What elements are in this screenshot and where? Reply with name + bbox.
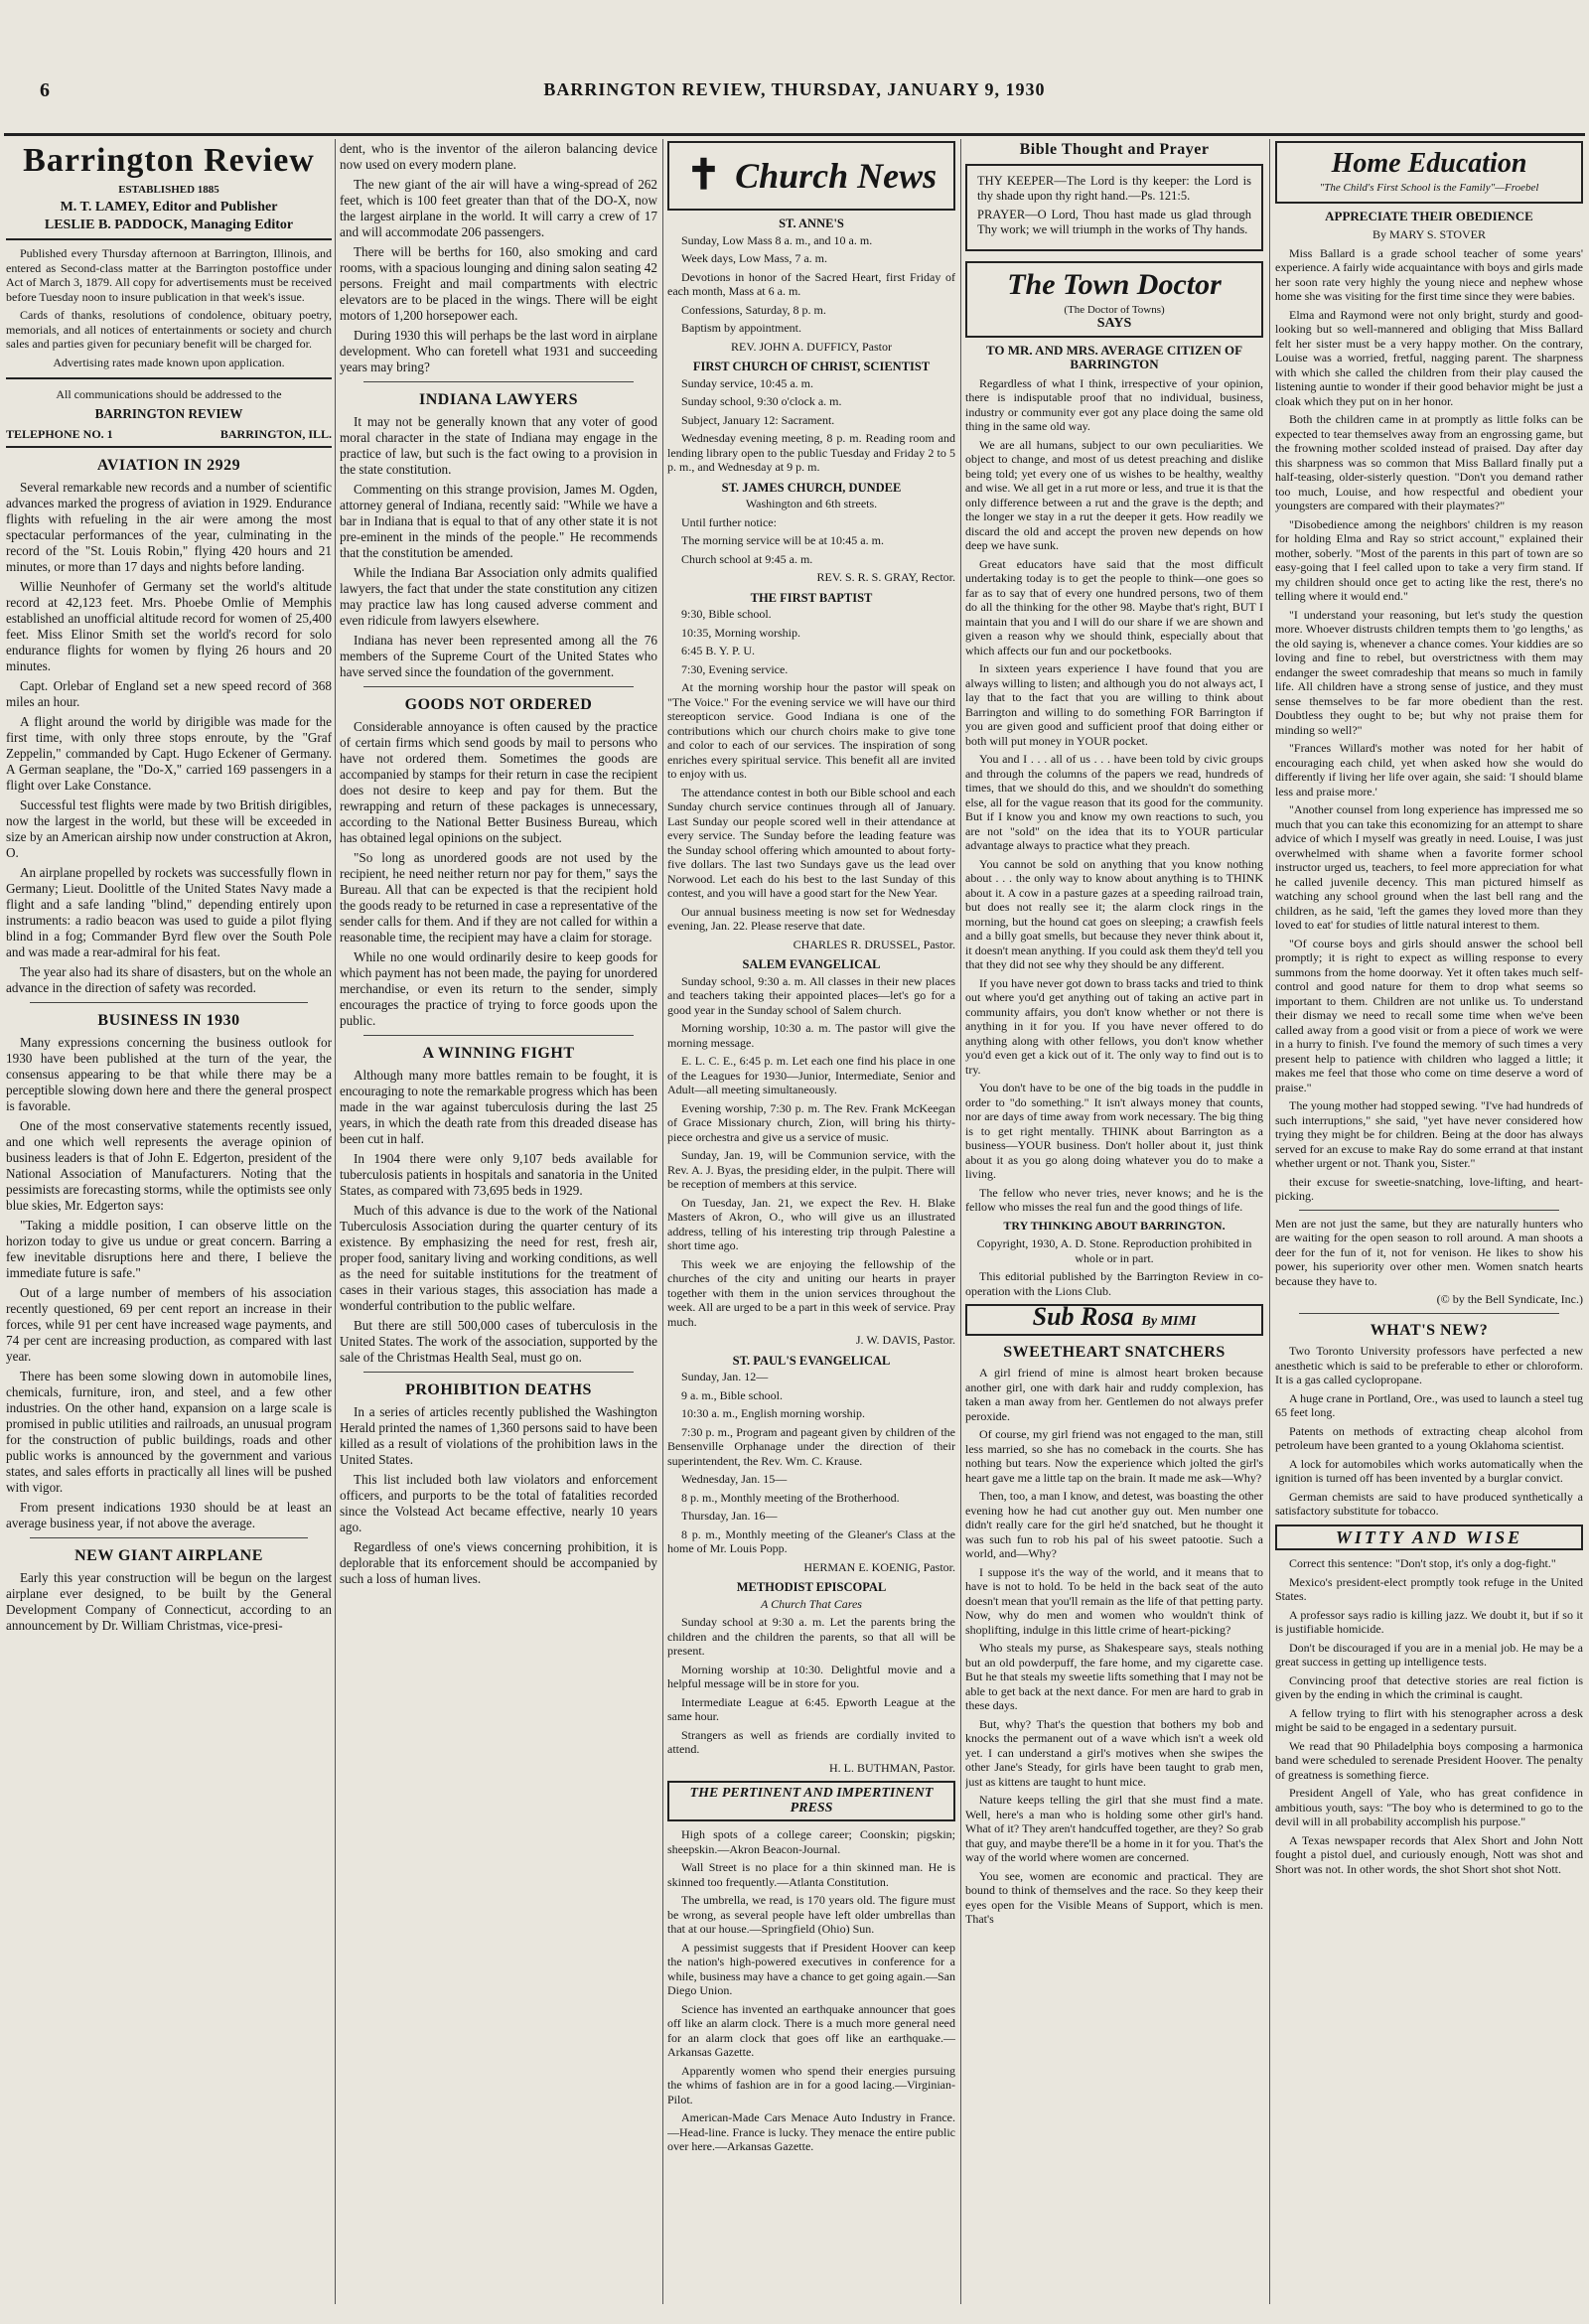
paragraph: The young mother had stopped sewing. "I've had hundreds of such interruptions," she said, "yet have never considered how trying they might be for children. Being at the door has always served for an excuse to make Ray do some errand at that instant whether urgent or not. Thank you, Sister." <box>1275 1098 1583 1170</box>
church-line: The attendance contest in both our Bible school and each Sunday church service continues through all of January. Last Sunday our people scored well in their attendance at every service. The Sunday before the leading feature was the Sunday school offering which amounted to about forty-five dollars. The last two Sundays gave us the lead over Norwood. Let each do his best to the last Sunday of this contest, and you will have a good start for the New Year. <box>667 785 955 900</box>
pastor-signature: H. L. BUTHMAN, Pastor. <box>828 1760 955 1775</box>
masthead-managing: LESLIE B. PADDOCK, Managing Editor <box>44 218 294 232</box>
church-line: On Tuesday, Jan. 21, we expect the Rev. H. Blake Masters of Akron, O., who will give us an illustrated address, telling of his interesting trip through Palestine a short time ago. <box>667 1195 955 1252</box>
church-line: 8 p. m., Monthly meeting of the Gleaner's Class at the home of Mr. Louis Popp. <box>667 1526 955 1555</box>
church-line: Confessions, Saturday, 8 p. m. <box>681 302 826 317</box>
paragraph: "Frances Willard's mother was noted for her habit of encouraging each child, yet when asked how she would do differently if living her life over again, she said: 'I should blame less and praise more.' <box>1275 741 1583 799</box>
pastor-signature: REV. S. R. S. GRAY, Rector. <box>816 570 955 584</box>
paragraph: Several remarkable new records and a number of scientific advances marked the progress of aviation in 1929. Endurance flights with refueling in the air were among the most spectacular performances of the year, culminating in the record of the "St. Louis Robin," flying 420 hours and 21 minutes, or more than 17 days and nights before landing. <box>6 479 332 574</box>
column-1 <box>6 141 332 2306</box>
obedience-headline: APPRECIATE THEIR OBEDIENCE <box>1325 208 1533 223</box>
paragraph: Willie Neunhofer of Germany set the world's altitude record at 42,123 feet. Mrs. Phoebe Omlie of Memphis established an unofficial altitude record for women of 25,400 feet. Miss Elinor Smith set the world's record for solo endurance flights for women by flying 26 hours and 20 minutes. <box>6 578 332 673</box>
paragraph: "I understand your reasoning, but let's study the question more. Whoever distrusts children tempts them to 'go lengths,' as the old saying is, whenever a chance comes. Your kiddies are so loving and fine to rebel, but overstrictness with them may endanger the sweet comradeship that means so much in family life. All children have a strong sense of justice, and they must sense themselves to be far more obedient than the rest. Doubtless they ought to be; but why not praise them for minding so well?" <box>1275 607 1583 737</box>
quip: A Texas newspaper records that Alex Short and John Nott fought a pistol duel, and curiously enough, Nott was shot and Short was not. In other words, the shot Short shot shot Nott. <box>1275 1832 1583 1876</box>
divider <box>1299 1313 1559 1314</box>
divider <box>30 1002 308 1003</box>
church-news-banner <box>667 141 955 211</box>
church-line: Baptism by appointment. <box>681 321 801 335</box>
paragraph: In 1904 there were only 9,107 beds available for tuberculosis patients in hospitals and sanatoria in the United States, as compared with 73,695 beds in 1929. <box>340 1151 657 1198</box>
home-education-subtitle: "The Child's First School is the Family"—Froebel <box>1319 182 1539 194</box>
masthead-editor: M. T. LAMEY, Editor and Publisher <box>60 200 278 215</box>
address-note: All communications should be addressed to the <box>56 387 282 401</box>
town-doctor-subtitle: (The Doctor of Towns) <box>1064 303 1165 316</box>
paragraph: Successful test flights were made by two British dirigibles, now the largest in the world, but these will be exceeded in size by an American airship now under construction at Akron, O. <box>6 797 332 860</box>
town-doctor-close: TRY THINKING ABOUT BARRINGTON. <box>1003 1218 1226 1233</box>
paragraph: "Another counsel from long experience has impressed me so much that you can take this economizing for an attempt to share advice of which I myself was greatly in need. Louise, I was just overwhelmed with shame when a favorite former school instructor urged us, teachers, to feel more appreciation for what he called juvenile decency. This man pictured himself as watching any school ground when the last bell rang and the children, as he said, 'left the games they loved more than they loved to eat' for studies of little natural interest to them. <box>1275 802 1583 932</box>
church-line: Washington and 6th streets. <box>745 497 878 510</box>
paragraph: You don't have to be one of the big toads in the puddle in order to "do something." It isn't always money that counts, nor are days of time away from work necessary. The big thing is to get right mentally. THINK about Barrington as a business—YOUR business. Don't holler about it, just think about it as you go along doing whatever you do to make a living. <box>965 1081 1263 1181</box>
paragraph: The new giant of the air will have a wing-spread of 262 feet, which is 100 feet greater than that of the DO-X, now the largest airplane in the world. It will carry a crew of 17 and will accommodate 206 passengers. <box>340 177 657 239</box>
bible-thought: THY KEEPER—The Lord is thy keeper: the Lord is thy shade upon thy right hand.—Ps. 121:5. <box>977 173 1251 203</box>
news-item: A huge crane in Portland, Ore., was used to launch a steel tug 65 feet long. <box>1275 1390 1583 1419</box>
prohibition-headline: PROHIBITION DEATHS <box>405 1381 592 1398</box>
church-line: Wednesday evening meeting, 8 p. m. Reading room and lending library open to the public Tuesday and Friday 2 to 5 p. m., and Wednesday at 9 p. m. <box>667 431 955 474</box>
quip: Wall Street is no place for a thin skinned man. He is skinned too frequently.—Atlanta Constitution. <box>667 1860 955 1889</box>
church-line: 7:30 p. m., Program and pageant given by children of the Bensenville Orphanage under the direction of their superintendent, the Rev. Wm. C. Krause. <box>667 1424 955 1468</box>
divider <box>30 1537 308 1538</box>
address-line <box>6 426 332 448</box>
column-5 <box>1275 141 1583 2306</box>
church-line: Until further notice: <box>681 514 777 529</box>
paragraph: Early this year construction will be begun on the largest airplane ever designed, to be built by the General Development Company of Connecticut, according to an announcement by Dr. William Christmas, vice-presi- <box>6 1569 332 1633</box>
paragraph: their excuse for sweetie-snatching, love-lifting, and heart-picking. <box>1275 1174 1583 1203</box>
paragraph: While the Indiana Bar Association only admits qualified lawyers, the fact that under the state constitution any citizen may practice law has long caused adverse comment and even ridicule from lawyers elsewhere. <box>340 565 657 628</box>
church-line: Sunday service, 10:45 a. m. <box>681 375 813 390</box>
church-line: E. L. C. E., 6:45 p. m. Let each one find his place in one of the Leagues for 1930—Junior, Intermediate, Senior and Adult—all meeting simultaneously. <box>667 1054 955 1096</box>
paragraph: Miss Ballard is a grade school teacher of some years' experience. A fairly wide acquaintance with boys and girls made her soon rate very highly the young niece and nephew whose home she was visiting for the first time since they were babies. <box>1275 245 1583 303</box>
church-heading: SALEM EVANGELICAL <box>742 957 881 971</box>
church-line: Strangers as well as friends are cordially invited to attend. <box>667 1727 955 1756</box>
paragraph: It may not be generally known that any voter of good moral character in the state of Indiana may engage in the practice of law, but such is the fact owing to a provision in the state constitution. <box>340 414 657 477</box>
paragraph: If you have never got down to brass tacks and tried to think out where you'd get anything out of taking an active part in community affairs, you don't know whether or not there is anything in it for you. If you have never offered to do anything along with other fellows, you don't know whether you'd even get a kick out of it. The only way to find out is to try. <box>965 975 1263 1077</box>
home-education-banner <box>1275 141 1583 204</box>
paragraph: The year also had its share of disasters, but on the whole an advance in the direction of safety was recorded. <box>6 963 332 995</box>
quip: Don't be discouraged if you are in a menial job. He may be a great success in getting up intelligence tests. <box>1275 1640 1583 1669</box>
quip: The umbrella, we read, is 170 years old. The figure must be wrong, as several people have left older umbrellas than that at our house.—Springfield (Ohio) Sun. <box>667 1893 955 1936</box>
masthead-title: Barrington Review <box>23 142 315 179</box>
paragraph: While no one would ordinarily desire to keep goods for which payment has not been made, the paying for unordered merchandise, or even its return to the sender, simply encourages the practice of trying to force goods upon the public. <box>340 949 657 1028</box>
masthead-cards: Cards of thanks, resolutions of condolence, obituary poetry, memorials, and all notices of entertainments or society and church sales and parties given for pecuniary benefit will be charged for. <box>6 308 332 351</box>
church-line: 8 p. m., Monthly meeting of the Brotherhood. <box>681 1490 900 1505</box>
quip: A pessimist suggests that if President Hoover can keep the nation's high-powered executives in conference for a while, business may have a chance to get going again.—San Diego Union. <box>667 1940 955 1997</box>
masthead-info: Published every Thursday afternoon at Barrington, Illinois, and entered as Second-class matter at the Barrington postoffice under Act of March 3, 1879. All copy for advertisements must be received before Tuesday noon to insure publication in that week's issue. <box>6 246 332 304</box>
church-line: 9 a. m., Bible school. <box>681 1387 783 1402</box>
news-item: Two Toronto University professors have perfected a new anesthetic which is said to be preferable to ether or chloroform. It is a gas called cyclopropane. <box>1275 1344 1583 1386</box>
divider <box>363 686 634 687</box>
town-doctor-banner <box>965 261 1263 338</box>
news-item: Patents on methods of extracting cheap alcohol from petroleum have been granted to a young Oklahoma scientist. <box>1275 1423 1583 1452</box>
paragraph: There will be berths for 160, also smoking and card rooms, with a spacious lounging and dining salon seating 42 persons. Freight and mail compartments with electric elevators are to be placed in the wings. There will be eight motors of 1,200 horsepower each. <box>340 244 657 323</box>
paragraph: We are all humans, subject to our own peculiarities. We object to change, and most of us detest preaching and dislike being told; yet every one of us wishes to be healthy, wealthy and wise. We all get in a rut more or less, and true it is that the only difference between a rut and the grave is the depth; and the longer we stay in a rut the deeper it gets. How readily we discard the old and accept the proven new depends on how deep we have sunk. <box>965 437 1263 552</box>
byline: By MARY S. STOVER <box>1372 227 1487 241</box>
church-line: Evening worship, 7:30 p. m. The Rev. Frank McKeegan of Grace Missionary church, Zion, will bring his thirty-piece orchestra and give us a service of music. <box>667 1100 955 1144</box>
witty-wise-banner: WITTY AND WISE <box>1275 1525 1583 1551</box>
page-title: BARRINGTON REVIEW, THURSDAY, JANUARY 9, 1930 <box>543 79 1046 99</box>
page-header <box>0 77 1589 107</box>
church-line: Sunday school, 9:30 a. m. All classes in their new places and teachers taking their appointed places—let's go for a good year in the Sunday school of Salem church. <box>667 973 955 1017</box>
divider <box>363 381 634 382</box>
aviation-headline: AVIATION IN 2929 <box>96 456 241 474</box>
paragraph: Great educators have said that the most difficult undertaking today is to get the people to think—one goes so far as to say that of every one hundred persons, two of them do all the thinking for the other 98. Maybe that's right, BUT I maintain that you and I will do our share if we are shown and given a reason why we should think, especially about that which affects our fun and our pocketbooks. <box>965 556 1263 657</box>
page-number: 6 <box>40 79 50 101</box>
quip: We read that 90 Philadelphia boys composing a harmonica band were scheduled to serenade President Hoover. The penalty of greatness is something fierce. <box>1275 1738 1583 1782</box>
church-line: Sunday, Low Mass 8 a. m., and 10 a. m. <box>681 232 873 247</box>
church-line: Church school at 9:45 a. m. <box>681 551 813 566</box>
church-line: 9:30, Bible school. <box>681 607 772 621</box>
lawyers-headline: INDIANA LAWYERS <box>419 391 578 408</box>
paragraph: There has been some slowing down in automobile lines, chemicals, furniture, iron, and steel, and a few other industries. On the other hand, expansion on a large scale is promised in public utilities and railroads, an unusual program for the construction of public buildings, roads and other public works is announced by the government and various states, and sales efforts in practically all lines will be pushed with vigor. <box>6 1368 332 1495</box>
address-name: BARRINGTON REVIEW <box>94 405 243 421</box>
news-item: A lock for automobiles which works automatically when the ignition is turned off has been invented by a burglar convict. <box>1275 1456 1583 1485</box>
quip: A professor says radio is killing jazz. We doubt it, but if so it is justifiable homicide. <box>1275 1607 1583 1636</box>
divider <box>1299 1210 1559 1211</box>
paragraph: dent, who is the inventor of the aileron balancing device now used on every modern plane. <box>340 141 657 172</box>
paragraph: Considerable annoyance is often caused by the practice of certain firms which send goods by mail to persons who have not ordered them. Sometimes the goods are accompanied by stamps for their return in case the recipient does not desire to keep and pay for them. But the rewrapping and return of these packages is unnecessary, according to the National Better Business Bureau, which has obtained legal opinions on the subject. <box>340 719 657 845</box>
paragraph: Both the children came in at promptly as little folks can be expected to tear themselves away from an engrossing game, but the frowning mother scolded instead of praised. Day after day this sharpness was so common that Miss Ballard finally put a half-teasing, older-sisterly question. "Don't you demand rather too much, Louise, and how respectful and obedient your youngsters are compared with their playmates?" <box>1275 412 1583 512</box>
column-rule <box>1269 139 1270 2304</box>
town-doctor-says: SAYS <box>1096 316 1132 331</box>
bible-headline: Bible Thought and Prayer <box>1019 141 1210 158</box>
masthead-rates: Advertising rates made known upon application. <box>53 355 285 369</box>
divider <box>6 377 332 379</box>
church-line: Morning worship at 10:30. Delightful movie and a helpful message will be in store for you. <box>667 1662 955 1690</box>
church-line: Morning worship, 10:30 a. m. The pastor will give the morning message. <box>667 1021 955 1050</box>
paragraph: This list included both law violators and enforcement officers, and purports to be the total of fatalities recorded since the Volstead Act became effective, nearly 10 years ago. <box>340 1472 657 1534</box>
column-rule <box>960 139 961 2304</box>
church-line: At the morning worship hour the pastor will speak on "The Voice." For the evening service we will have our third stereopticon service. Good Indiana is one of the contributions which our church choirs make to give tone and color to each of our services. The inspiration of song enriches every spiritual service. This benefit all are invited to enjoy with us. <box>667 680 955 781</box>
pertinent-press-banner: THE PERTINENT AND IMPERTINENT PRESS <box>667 1781 955 1821</box>
quip: High spots of a college career; Coonskin; pigskin; sheepskin.—Akron Beacon-Journal. <box>667 1827 955 1856</box>
church-news-title: Church News <box>735 155 938 196</box>
church-line: Wednesday, Jan. 15— <box>681 1472 788 1486</box>
paragraph: But there are still 500,000 cases of tuberculosis in the United States. The work of the association, supported by the sale of the Christmas Health Seal, must go on. <box>340 1318 657 1365</box>
bible-box <box>965 164 1263 251</box>
paragraph: A girl friend of mine is almost heart broken because another girl, one with dark hair and ruddy complexion, has taken a man away from her. Gentlemen do not always prefer peroxide. <box>965 1366 1263 1423</box>
paragraph: You and I . . . all of us . . . have been told by civic groups and through the columns of the papers we read, hundreds of times, that we should do this, and we shouldn't do something else, all for the vague reason that its good for the community. But if I know you and know my own reactions to such, you are not "sold" on the idea that its to YOUR particular advantage always to practice what they preach. <box>965 752 1263 852</box>
paragraph: You cannot be sold on anything that you know nothing about . . . the only way to know about anything is to THINK about it. A cow in a pasture gazes at a speeding railroad train, but does not really see it; the alarm clock rings in the morning, but the hound cat goes on sleeping; a crawfish feels and a billy goat smells, but because they never think about it, it doesn't mean anything. If you could ask them they'd tell you that they did not see why they should be any different. <box>965 856 1263 971</box>
paragraph: But, why? That's the question that bothers my bob and knocks the permanent out of a wave which isn't a week old yet. I can understand a girl's motives when she swipes the other Jane's Steady, for girls have been taught to grab men, just as kittens are taught to hunt mice. <box>965 1716 1263 1789</box>
church-heading: ST. ANNE'S <box>779 217 844 230</box>
sub-rosa-title: Sub Rosa <box>1032 1302 1134 1331</box>
whats-new-headline: WHAT'S NEW? <box>1370 1321 1489 1339</box>
quip: President Angell of Yale, who has great confidence in ambitious youth, says: "The boy who is determined to go to the devil will in all probability accomplish his purpose." <box>1275 1786 1583 1828</box>
business-article <box>6 1035 332 1531</box>
quip: Convincing proof that detective stories are real fiction is given by the ending in which the criminal is caught. <box>1275 1672 1583 1701</box>
paragraph: "So long as unordered goods are not used by the recipient, he need neither return nor pay for them," says the Bureau. All that can be expected is that the recipient hold the goods ready to be returned in case a representative of the sender calls for them. And if they are not called for within a reasonable time, the recipient may have a claim for storage. <box>340 850 657 944</box>
church-line: The morning service will be at 10:45 a. m. <box>681 533 884 547</box>
church-line: Week days, Low Mass, 7 a. m. <box>681 251 828 265</box>
paragraph: From present indications 1930 should be at least an average business year, if not above the average. <box>6 1499 332 1530</box>
paragraph: Men are not just the same, but they are naturally hunters who are waiting for the open season to roll around. A man shoots a deer for the fun of it, not for venison. He likes to show his power, his superiority over other men. Women snatch hearts because they have to. <box>1275 1216 1583 1288</box>
church-heading: METHODIST EPISCOPAL <box>736 1580 887 1594</box>
header-rule <box>4 133 1585 136</box>
column-rule <box>662 139 663 2304</box>
cross-icon: ✝ <box>685 152 722 199</box>
church-line: Sunday, Jan. 12— <box>681 1370 769 1383</box>
paragraph: In sixteen years experience I have found that you are always willing to listen; and although you do not always act, I lay that to the fact that you are willing to think about Barrington and willing to do something FOR Barrington if you are given good and sufficient proof that doing either or both will put money in YOUR pocket. <box>965 661 1263 748</box>
paragraph: Many expressions concerning the business outlook for 1930 have been published at the turn of the year, the consensus appearing to be that while there may be a perceptible slowing down here and there the general prospect is favorable. <box>6 1034 332 1113</box>
paragraph: You see, women are economic and practical. They are bound to think of themselves and the race. So they keep their eyes open for the Visible Means of Support, which is men. That's <box>965 1868 1263 1926</box>
paragraph: Out of a large number of members of his association recently questioned, 69 per cent report an increase in their forces, while 91 per cent have increased wage payments, and 74 per cent are increasing production, as compared with last year. <box>6 1284 332 1364</box>
church-line: 10:35, Morning worship. <box>681 625 800 640</box>
paragraph: In a series of articles recently published the Washington Herald printed the names of 1,360 persons said to have been killed as a result of violations of the prohibition laws in the United States. <box>340 1404 657 1467</box>
business-headline: BUSINESS IN 1930 <box>97 1011 240 1029</box>
column-3 <box>667 141 955 2306</box>
paragraph: Who steals my purse, as Shakespeare says, steals nothing but an old powderpuff, the fare home, and my cigarette case. But he that steals my sweetie lifts something that I may not be able to get back at the next dance. For men are hard to grab in these days. <box>965 1641 1263 1712</box>
sub-rosa-banner <box>965 1304 1263 1336</box>
city: BARRINGTON, ILL. <box>219 426 332 441</box>
church-subheading: A Church That Cares <box>761 1596 862 1611</box>
church-heading: ST. JAMES CHURCH, DUNDEE <box>721 480 902 495</box>
goods-headline: GOODS NOT ORDERED <box>404 696 593 713</box>
pastor-signature: CHARLES R. DRUSSEL, Pastor. <box>793 937 955 951</box>
paragraph: "Taking a middle position, I can observe little on the horizon today to give us undue or great concern. Barring a few inevitable disruptions here and there, I believe the immediate future is safe." <box>6 1217 332 1280</box>
church-line: 7:30, Evening service. <box>681 661 789 676</box>
church-line: 10:30 a. m., English morning worship. <box>681 1406 865 1420</box>
bible-prayer: PRAYER—O Lord, Thou hast made us glad through Thy work; we will triumph in the works of Thy hands. <box>977 207 1251 236</box>
church-line: Sunday school, 9:30 o'clock a. m. <box>681 394 842 408</box>
paragraph: An airplane propelled by rockets was successfully flown in Germany; Lieut. Doolittle of the United States Navy made a flight and a safe landing "blind," depending entirely upon instruments: a radio beacon was used to guide a pilot flying blind in a fog; Commander Byrd flew over the South Pole and was made a rear-admiral for his feat. <box>6 864 332 959</box>
quip: Mexico's president-elect promptly took refuge in the United States. <box>1275 1574 1583 1603</box>
divider <box>363 1372 634 1373</box>
quip: Correct this sentence: "Don't stop, it's only a dog-fight." <box>1289 1556 1556 1570</box>
paragraph: Commenting on this strange provision, James M. Ogden, attorney general of Indiana, recently said: "While we have a bar in Indiana that is equal to that of any other state it is not pre-eminent in the minds of the people." He recommends that the constitution be amended. <box>340 482 657 560</box>
aviation-article <box>6 480 332 996</box>
church-line: Thursday, Jan. 16— <box>681 1509 778 1523</box>
pastor-signature: REV. JOHN A. DUFFICY, Pastor <box>731 339 892 354</box>
church-line: Sunday school at 9:30 a. m. Let the parents bring the children and the children the parents, so that all will be present. <box>667 1615 955 1658</box>
masthead-established: ESTABLISHED 1885 <box>118 184 219 196</box>
church-heading: FIRST CHURCH OF CHRIST, SCIENTIST <box>692 360 931 373</box>
paragraph: "Disobedience among the neighbors' children is my reason for holding Elma and Ray so strict account," explained their mother, soberly. "Most of the parents in this part of town are so easy-going that I feel called upon to take a very firm stand. If my children should once get to acting like the rest, there's no telling where it would end." <box>1275 516 1583 603</box>
paragraph: Nature keeps telling the girl that she must find a mate. Well, here's a man who is holding some other girl's hand. What of it? They aren't handcuffed together, are they? So grab that guy, and maybe there'll be a home in it for you. That's the way of the world where women are concerned. <box>965 1793 1263 1864</box>
church-line: Subject, January 12: Sacrament. <box>681 412 835 427</box>
paragraph: Much of this advance is due to the work of the National Tuberculosis Association during the quarter century of its existence. By emphasizing the need for rest, fresh air, proper food, sanitary living and working conditions, as well as the need for suitable institutions for the treatment of cases in their various stages, this association has made a wonderful contribution to the public welfare. <box>340 1203 657 1313</box>
church-line: Sunday, Jan. 19, will be Communion service, with the Rev. A. J. Byas, the presiding elder, in the pulpit. There will be reception of members at this service. <box>667 1148 955 1191</box>
church-line: 6:45 B. Y. P. U. <box>681 644 756 657</box>
town-doctor-title: The Town Doctor <box>1007 267 1222 301</box>
paragraph: "Of course boys and girls should answer the school bell promptly; it is right to expect as willing response to every summons from the home doorway. Yet it often takes much self-control and good nature for them to drop what seems so important to them. Children are not unlike us. To understand their dismay we need to recall some time when we've been called away from a good visit or from a piece of work we were in a hurry to finish. I've found the memory of such times a very present help to patience with children who lagged a little; it makes me feel that those who come on time deserve a word of praise." <box>1275 936 1583 1094</box>
paragraph: Indiana has never been represented among all the 76 members of the Supreme Court of the United States who have served since the foundation of the government. <box>340 633 657 679</box>
divider <box>363 1035 634 1036</box>
quip: A fellow trying to flirt with his stenographer across a desk might be said to be engaged in a sedentary pursuit. <box>1275 1705 1583 1734</box>
quip: Apparently women who spend their energies pursuing the whims of fashion are in for a good lacing.—Virginian-Pilot. <box>667 2063 955 2106</box>
telephone: TELEPHONE NO. 1 <box>6 426 113 441</box>
column-rule <box>335 139 336 2304</box>
paragraph: Then, too, a man I know, and detest, was boasting the other evening how he had cut another guy out. Men number one didn't really care for the girl he'd snatched, but he thought it was such fun to rob his pal of his sweet patootie. Such a world, and—Why? <box>965 1489 1263 1560</box>
paragraph: Although many more battles remain to be fought, it is encouraging to note the remarkable progress which has been made in the war against tuberculosis during the last 25 years, in which the death rate from this dreaded disease has been cut in half. <box>340 1068 657 1146</box>
church-line: Intermediate League at 6:45. Epworth League at the same hour. <box>667 1694 955 1723</box>
fight-headline: A WINNING FIGHT <box>422 1045 575 1062</box>
town-doctor-copyright: Copyright, 1930, A. D. Stone. Reproduction prohibited in whole or in part. <box>976 1236 1252 1265</box>
quip: American-Made Cars Menace Auto Industry in France.—Head-line. France is lucky. They menace the entire public over here.—Arkansas Gazette. <box>667 2110 955 2153</box>
airplane-headline: NEW GIANT AIRPLANE <box>74 1546 263 1564</box>
paragraph: Regardless of what I think, irrespective of your opinion, there is indisputable proof that no individual, business, industry or community ever got any place doing the same old thing in the same old way. <box>965 375 1263 433</box>
paragraph: Of course, my girl friend was not engaged to the man, still less married, so she has no comeback in the courts. She has nothing but tears. Now the experience which jolted the girl's heart gave me a little tap on the brain. It made me ask—Why? <box>965 1427 1263 1485</box>
paragraph: One of the most conservative statements recently issued, and one which well represents the average opinion of business leaders is that of John E. Edgerton, president of the National Association of Manufacturers. Noting that the pessimists are forecasting storms, while the optimists see only blue skies, Mr. Edgerton says: <box>6 1117 332 1213</box>
column-2 <box>340 141 657 2306</box>
paragraph: The fellow who never tries, never knows; and he is the fellow who misses the real fun and the good things of life. <box>965 1185 1263 1214</box>
syndicate-copyright: (© by the Bell Syndicate, Inc.) <box>1436 1292 1583 1306</box>
church-heading: ST. PAUL'S EVANGELICAL <box>732 1353 891 1368</box>
sub-rosa-byline: By MIMI <box>1141 1314 1197 1329</box>
quip: Science has invented an earthquake announcer that goes off like an alarm clock. There is a much more general need for an alarm clock that goes off like an earthquake.—Arkansas Gazette. <box>667 2001 955 2059</box>
masthead <box>6 141 332 240</box>
paragraph: Regardless of one's views concerning prohibition, it is deplorable that its enforcement should be accompanied by such a loss of human lives. <box>340 1539 657 1586</box>
paragraph: Elma and Raymond were not only bright, sturdy and good-looking but so well-mannered and obliging that Miss Ballard felt her sister must be a very happy mother. On the contrary, Louise was a worried, fretful, nagging parent. The sharpness with which she called the children from their play caused the listening auntie to wonder if their good behavior might be just a cloak which they put on in her honor. <box>1275 307 1583 408</box>
church-line: Our annual business meeting is now set for Wednesday evening, Jan. 22. Please reserve that date. <box>667 904 955 933</box>
paragraph: A flight around the world by dirigible was made for the first time, with only three stops enroute, by the "Graf Zeppelin," commanded by Capt. Hugo Eckener of Germany. A German seaplane, the "Do-X," carried 169 passengers in a flight over Lake Constance. <box>6 713 332 793</box>
pastor-signature: J. W. DAVIS, Pastor. <box>855 1333 955 1347</box>
church-line: Devotions in honor of the Sacred Heart, first Friday of each month, Mass at 6 a. m. <box>667 269 955 298</box>
town-doctor-headline: TO MR. AND MRS. AVERAGE CITIZEN OF BARRINGTON <box>985 342 1243 371</box>
sweetheart-headline: SWEETHEART SNATCHERS <box>1003 1343 1226 1361</box>
home-education-title: Home Education <box>1331 148 1527 179</box>
town-doctor-note: This editorial published by the Barrington Review in co-operation with the Lions Club. <box>965 1269 1263 1298</box>
column-4 <box>965 141 1263 2306</box>
paragraph: During 1930 this will perhaps be the last word in airplane development. Who can foretell what 1931 and succeeding years may bring? <box>340 328 657 374</box>
news-item: German chemists are said to have produced synthetically a satisfactory substitute for tobacco. <box>1275 1489 1583 1518</box>
church-line: This week we are enjoying the fellowship of the churches of the city and uniting our hearts in prayer together with them in the union services throughout the week. All are urged to be a part in this week of service. Pray much. <box>667 1256 955 1329</box>
church-heading: THE FIRST BAPTIST <box>750 590 873 605</box>
paragraph: I suppose it's the way of the world, and it means that to have is not to hold. To be held in the back seat of the auto doesn't mean that you'll remain as the life of that petting party. Now, why do men and women who wouldn't think of shoplifting, indulge in this little crime of heart-picking? <box>965 1564 1263 1637</box>
pastor-signature: HERMAN E. KOENIG, Pastor. <box>803 1559 955 1574</box>
paragraph: Capt. Orlebar of England set a new speed record of 368 miles an hour. <box>6 677 332 709</box>
